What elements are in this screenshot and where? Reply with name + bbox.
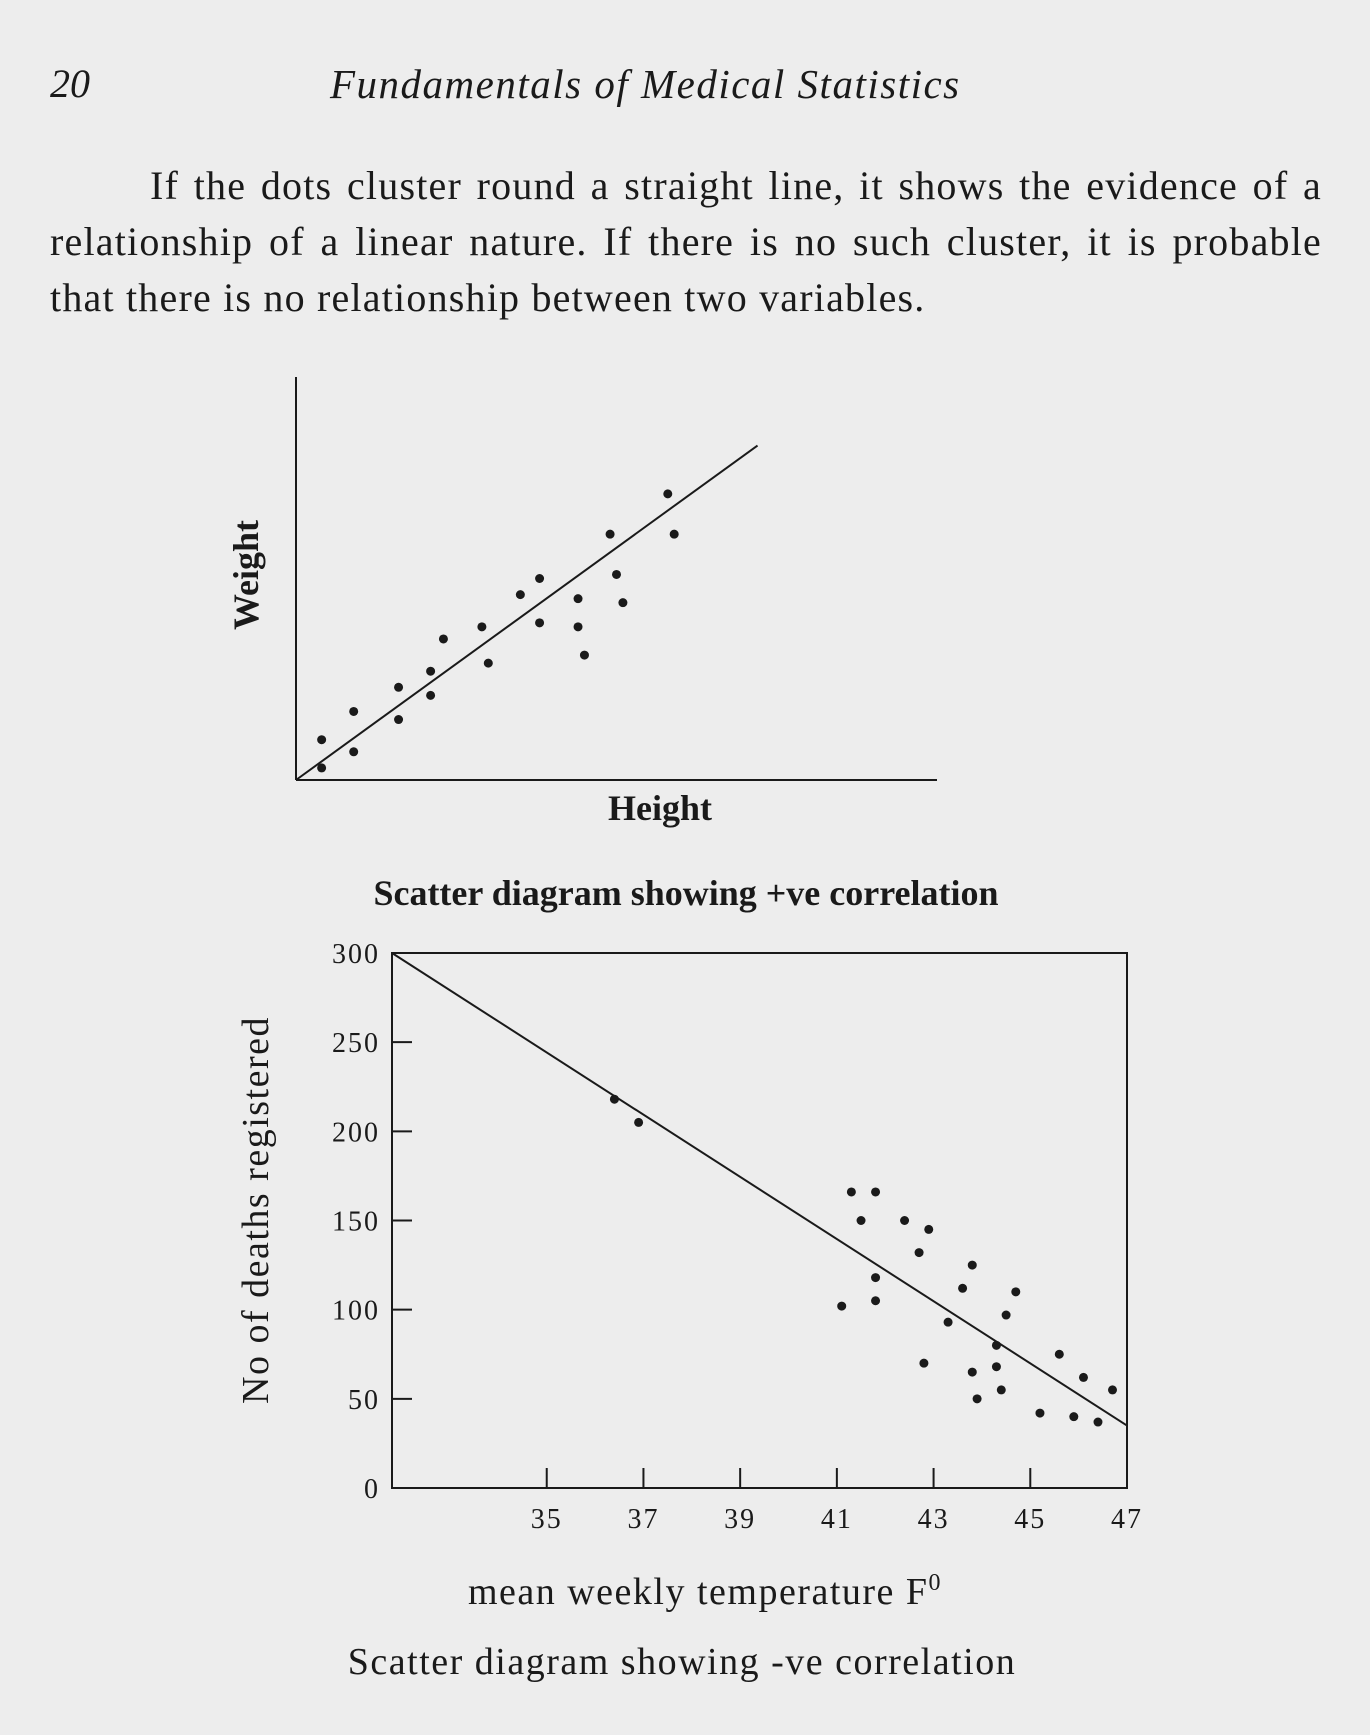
chart2-y-ticks — [332, 939, 412, 1505]
chart2-y-axis-label: No of deaths registered — [235, 1016, 277, 1404]
chart1-point — [394, 683, 403, 692]
chart2-point — [992, 1362, 1001, 1371]
chart2-point — [1093, 1418, 1102, 1427]
chart2-point — [610, 1095, 619, 1104]
chart2-point — [837, 1302, 846, 1311]
chart2-trend-line — [392, 953, 1127, 1426]
chart2-point — [958, 1284, 967, 1293]
chart1-point — [618, 598, 627, 607]
chart2-x-tick-label: 39 — [724, 1504, 757, 1535]
chart1-point — [535, 618, 544, 627]
chart1-trend-line — [296, 446, 758, 780]
chart1-point — [663, 489, 672, 498]
chart2-point — [1035, 1409, 1044, 1418]
chart2-point — [944, 1318, 953, 1327]
chart1-point — [394, 715, 403, 724]
chart2-point — [871, 1187, 880, 1196]
positive-correlation-chart — [226, 377, 999, 913]
running-title: Fundamentals of Medical Statistics — [330, 61, 961, 107]
chart2-x-axis-label — [468, 1570, 942, 1613]
chart2-point — [871, 1273, 880, 1282]
chart1-point — [439, 634, 448, 643]
chart1-point — [516, 590, 525, 599]
chart2-point — [900, 1216, 909, 1225]
chart1-point — [612, 570, 621, 579]
chart2-point — [1011, 1287, 1020, 1296]
chart2-point — [997, 1385, 1006, 1394]
chart1-point — [426, 667, 435, 676]
chart1-point — [606, 530, 615, 539]
chart2-point — [973, 1394, 982, 1403]
chart2-point — [1108, 1385, 1117, 1394]
chart2-y-tick-label: 200 — [332, 1117, 380, 1149]
chart2-x-tick-label: 43 — [917, 1504, 950, 1535]
chart1-point — [477, 622, 486, 631]
chart2-caption: Scatter diagram showing -ve correlation — [347, 1641, 1017, 1683]
chart2-x-tick-label: 47 — [1111, 1504, 1143, 1535]
chart1-x-axis-label: Height — [608, 788, 712, 828]
chart1-point — [580, 651, 589, 660]
chart1-point — [574, 622, 583, 631]
chart2-point — [924, 1225, 933, 1234]
chart2-point — [968, 1368, 977, 1377]
chart1-point — [317, 735, 326, 744]
chart2-point — [1069, 1412, 1078, 1421]
chart2-y-tick-label: 250 — [332, 1028, 380, 1060]
chart2-point — [857, 1216, 866, 1225]
chart1-point — [426, 691, 435, 700]
chart2-y-tick-label: 150 — [332, 1206, 380, 1238]
chart2-x-tick-label: 45 — [1014, 1504, 1047, 1535]
chart2-x-axis-label-main: mean weekly temperature F — [467, 1571, 929, 1613]
chart2-point — [1079, 1373, 1088, 1382]
chart2-point — [915, 1248, 924, 1257]
chart1-point — [317, 763, 326, 772]
chart2-x-ticks — [531, 1468, 1143, 1535]
chart2-point — [992, 1341, 1001, 1350]
chart2-y-tick-label: 100 — [332, 1295, 380, 1327]
negative-correlation-chart — [235, 939, 1143, 1683]
chart1-point — [574, 594, 583, 603]
chart2-points — [610, 1095, 1117, 1427]
chart2-x-tick-label: 37 — [627, 1504, 660, 1535]
chart1-point — [670, 530, 679, 539]
chart2-point — [871, 1296, 880, 1305]
chart2-point — [919, 1359, 928, 1368]
chart2-y-tick-label: 0 — [364, 1474, 380, 1505]
chart2-x-tick-label: 41 — [820, 1504, 853, 1535]
page-number: 20 — [50, 61, 90, 106]
chart2-point — [847, 1187, 856, 1196]
chart2-point — [968, 1261, 977, 1270]
chart1-point — [535, 574, 544, 583]
chart2-frame — [392, 953, 1127, 1488]
chart2-x-tick-label: 35 — [530, 1504, 563, 1535]
chart1-point — [349, 747, 358, 756]
chart1-points — [317, 489, 679, 772]
chart2-y-tick-label: 50 — [348, 1384, 380, 1416]
chart1-point — [484, 659, 493, 668]
chart2-point — [1055, 1350, 1064, 1359]
body-paragraph: If the dots cluster round a straight line, it shows the evidence of a relationship of a linear nature. If there is no such cluster, it is probable that there is no relationship between two variables. — [50, 163, 1322, 320]
chart2-point — [634, 1118, 643, 1127]
chart1-caption: Scatter diagram showing +ve correlation — [373, 873, 999, 913]
chart1-y-axis-label: Weight — [226, 519, 266, 631]
chart1-point — [349, 707, 358, 716]
chart2-point — [1002, 1311, 1011, 1320]
chart2-x-axis-label-superscript: 0 — [928, 1570, 943, 1596]
chart2-y-tick-label: 300 — [332, 939, 380, 970]
